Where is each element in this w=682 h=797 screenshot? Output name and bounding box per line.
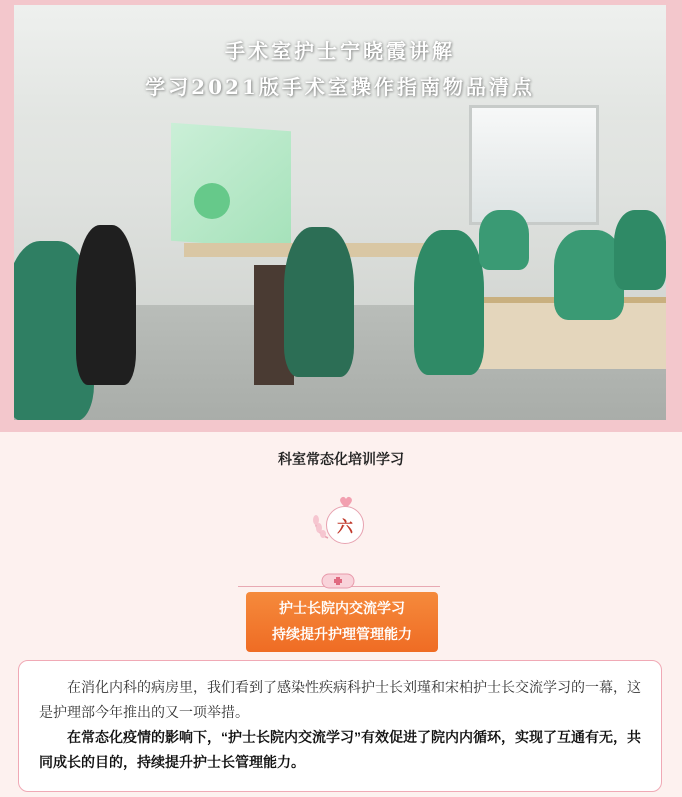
projection-logo	[194, 183, 230, 219]
photo-person	[284, 227, 354, 377]
photo-window	[469, 105, 599, 225]
photo-caption-line2: 学习2021版手术室操作指南物品清点	[145, 75, 535, 99]
article-paragraph-bold: 在常态化疫情的影响下，“护士长院内交流学习”有效促进了院内内循环，实现了互通有无，共同成长的目的，持续提升护士长管理能力。	[39, 729, 641, 770]
section-badge	[310, 494, 380, 554]
article-paragraph: 在消化内科的病房里，我们看到了感染性疾病科护士长刘瑾和宋柏护士长交流学习的一幕，这是护理部今年推出的又一项举措。	[39, 679, 641, 720]
photo-person	[479, 210, 529, 270]
training-photo	[14, 5, 666, 420]
photo-person	[76, 225, 136, 385]
section-number: 六	[326, 506, 364, 544]
photo-caption-line1: 手术室护士宁晓霞讲解	[225, 39, 455, 63]
photo-subtitle: 科室常态化培训学习	[278, 451, 404, 467]
banner-line1: 护士长院内交流学习	[279, 601, 405, 617]
banner-line2: 持续提升护理管理能力	[272, 627, 412, 643]
section-banner	[246, 592, 438, 652]
photo-person	[614, 210, 666, 290]
photo-person	[414, 230, 484, 375]
medkit-icon	[320, 572, 356, 590]
article-text-box	[18, 660, 662, 792]
projection-screen	[171, 123, 291, 249]
